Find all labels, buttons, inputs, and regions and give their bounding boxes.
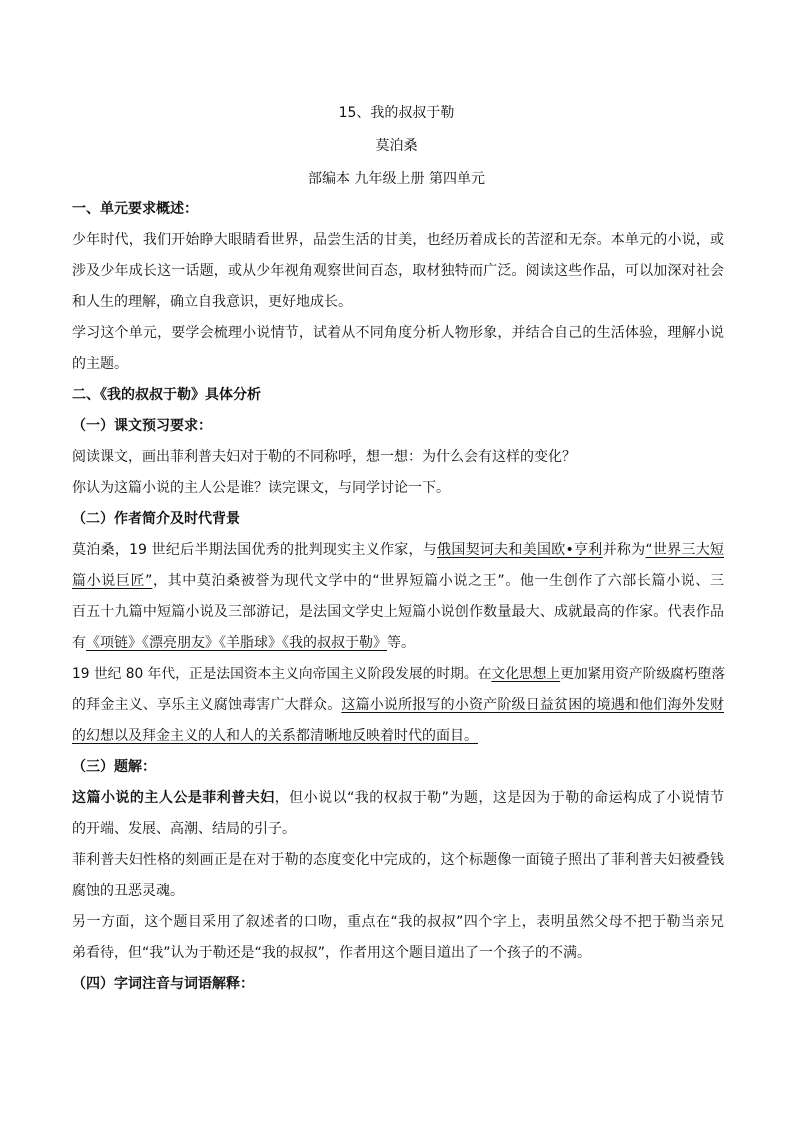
emphasized-text: 这篇小说的主人公是菲利普夫妇 (72, 790, 275, 806)
paragraph-line: 菲利普夫妇性格的刻画正是在对于勒的态度变化中完成的，这个标题像一面镜子照出了菲利普夫妇被叠钱 (72, 852, 724, 868)
paragraph-line (72, 633, 724, 653)
paragraph-line: 和人生的理解，确立自我意识，更好地成长。 (72, 294, 352, 310)
text-run: 19 世纪 80 年代，正是法国资本主义向帝国主义阶段发展的时期。在 (72, 666, 492, 682)
subsection-heading-2: （二）作者简介及时代背景 (72, 511, 240, 527)
text-run: ，其中莫泊桑被誉为现代文学中的“世界短篇小说之王”。他一生创作了六部长篇小说、三 (152, 573, 724, 589)
paragraph-line: 阅读课文，画出菲利普夫妇对于勒的不同称呼，想一想：为什么会有这样的变化？ (72, 449, 576, 465)
paragraph-line (72, 788, 724, 808)
paragraph-line (72, 726, 724, 746)
paragraph-line: 百五十九篇中短篇小说及三部游记，是法国文学史上短篇小说创作数量最大、成就最高的作家。代表作品 (72, 604, 724, 620)
underlined-text: 《项链》《漂亮朋友》《羊脂球》《我的叔叔于勒》 (86, 635, 387, 651)
paragraph-line (72, 695, 724, 715)
paragraph-line (72, 571, 724, 591)
paragraph-line: 你认为这篇小说的主人公是谁？读完课文，与同学讨论一下。 (72, 480, 450, 496)
paragraph-line: 的开端、发展、高潮、结局的引子。 (72, 821, 296, 837)
paragraph-line: 少年时代，我们开始睁大眼睛看世界，品尝生活的甘美，也经历着成长的苦涩和无奈。本单元的小说，或 (72, 232, 724, 248)
textbook-info: 部编本 九年级上册 第四单元 (308, 171, 485, 187)
paragraph-line: 另一方面，这个题目采用了叙述者的口吻，重点在“我的叔叔”四个字上，表明虽然父母不把于勒当亲兄 (72, 914, 724, 930)
subsection-heading-1: （一）课文预习要求： (72, 418, 212, 434)
paragraph-line: 涉及少年成长这一话题，或从少年视角观察世间百态，取材独特而广泛。阅读这些作品，可以加深对社会 (72, 263, 724, 279)
paragraph-line: 弟看待，但“我”认为于勒还是“我的叔叔”，作者用这个题目道出了一个孩子的不满。 (72, 945, 592, 961)
underlined-text: 文化思想上 (491, 666, 561, 682)
paragraph-line: 的主题。 (72, 356, 128, 372)
underlined-text: 篇小说巨匠” (72, 573, 153, 589)
paragraph-line: 腐蚀的丑恶灵魂。 (72, 883, 184, 899)
underlined-text: 俄国契诃夫和美国欧•亨利 (437, 542, 603, 558)
document-title: 15、我的叔叔于勒 (338, 105, 455, 121)
text-run: 等。 (387, 635, 415, 651)
subsection-heading-3: （三）题解： (72, 759, 156, 775)
text-run: 并称为 (602, 542, 646, 558)
underlined-text: 的幻想以及拜金主义的人和人的关系都清晰地反映着时代的面目。 (72, 728, 478, 744)
underlined-text: “世界三大短 (645, 542, 724, 558)
text-run: 有 (72, 635, 86, 651)
author-name: 莫泊桑 (375, 138, 418, 154)
paragraph-line (72, 664, 724, 684)
underlined-text: 这篇小说所报写的小资产阶级日益贫困的境遇和他们海外发财 (341, 697, 725, 713)
text-run: 莫泊桑，19 世纪后半期法国优秀的批判现实主义作家，与 (72, 542, 438, 558)
subsection-heading-4: （四）字词注音与词语解释： (72, 976, 254, 992)
text-run: ，但小说以“我的权叔于勒”为题，这是因为于勒的命运构成了小说情节 (274, 790, 724, 806)
section-heading-1: 一、单元要求概述： (72, 201, 198, 217)
paragraph-line: 学习这个单元，要学会梳理小说情节，试着从不同角度分析人物形象，并结合自己的生活体验，理解小说 (72, 325, 724, 341)
text-run: 更加紧用资产阶级腐朽堕落 (560, 666, 726, 682)
section-heading-2: 二、《我的叔叔于勒》具体分析 (72, 387, 261, 403)
text-run: 的拜金主义、享乐主义腐蚀毒害广大群众。 (72, 697, 342, 713)
paragraph-line (72, 540, 724, 560)
